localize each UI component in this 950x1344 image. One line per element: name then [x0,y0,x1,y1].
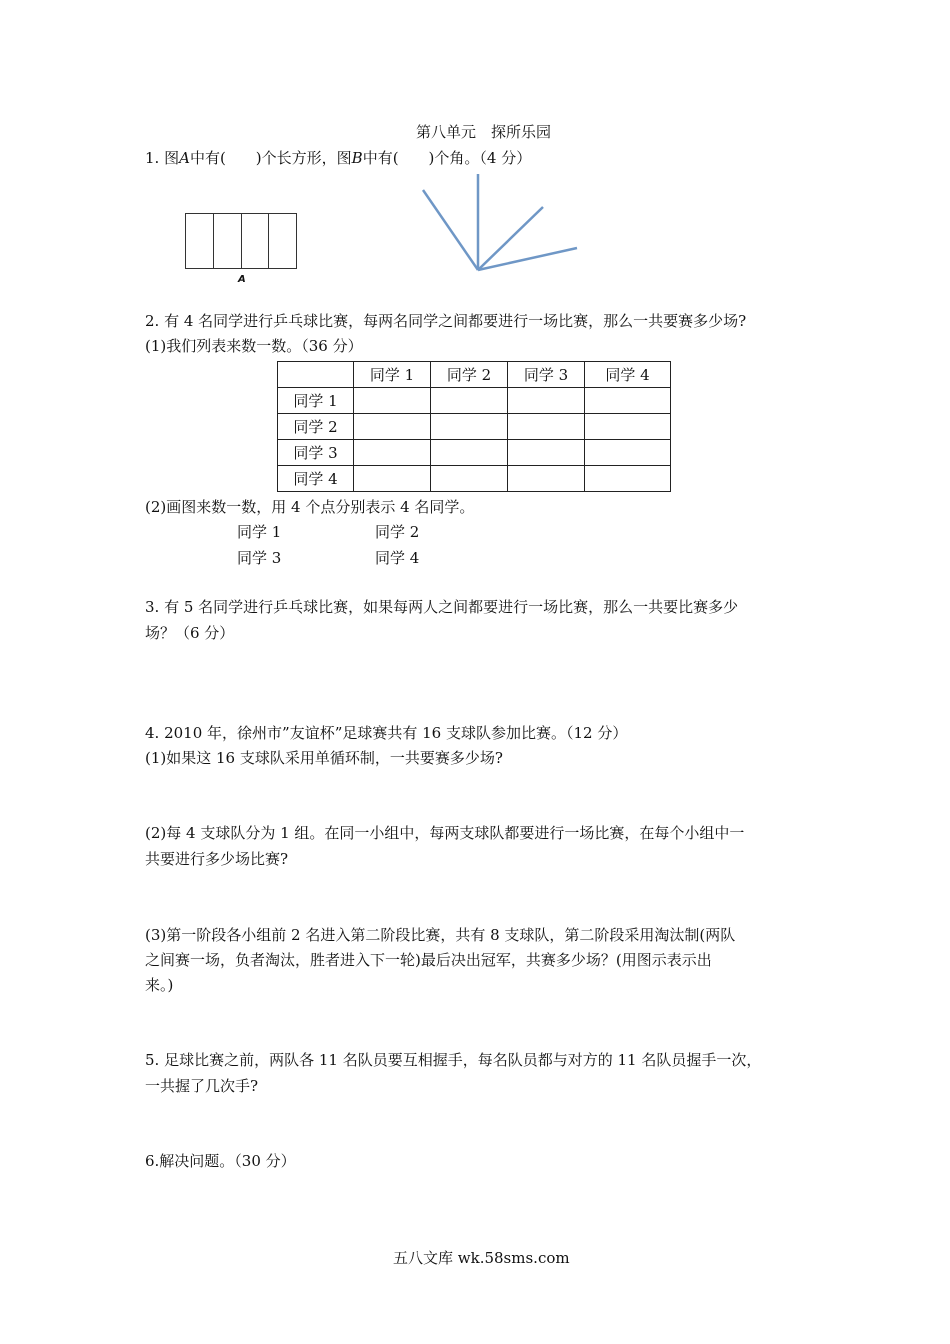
question-5-line-1: 5. 足球比赛之前，两队各 11 名队员要互相握手，每名队员都与对方的 11 名队员握手一次， [145,1051,762,1069]
match-table [277,361,671,492]
question-6: 6.解决问题。（30 分） [145,1152,296,1170]
table-cell [508,388,585,414]
q1-text-part1: 1. 图 [145,149,180,167]
table-header-row [278,362,671,388]
figure-b-ray [478,207,543,270]
table-cell [431,388,508,414]
table-cell [585,388,671,414]
q1-figure-b-ref: B [351,149,363,167]
student-dot-label: 同学 1 [237,523,282,541]
table-header-cell: 同学 2 [431,362,508,388]
table-corner-cell [278,362,354,388]
figure-a-label: A [238,274,246,285]
q1-text-part2: 中有( )个长方形，图 [189,149,352,167]
footer-watermark: 五八文库 wk.58sms.com [393,1249,570,1267]
question-2-part-2: (2)画图来数一数，用 4 个点分别表示 4 名同学。 [145,498,475,516]
table-cell [431,414,508,440]
figure-a-cell [186,214,214,268]
q1-text-part3: 中有( )个角。（4 分） [362,149,532,167]
figure-b-angles [415,170,585,275]
table-cell [585,466,671,492]
table-row-label: 同学 1 [278,388,354,414]
table-cell [508,440,585,466]
question-4-part-3-line-1: (3)第一阶段各小组前 2 名进入第二阶段比赛，共有 8 支球队，第二阶段采用淘汰制(两队 [145,926,736,944]
table-cell [431,440,508,466]
question-5-line-2: 一共握了几次手? [145,1077,259,1095]
figure-b-ray [423,190,478,270]
question-4-part-1: (1)如果这 16 支球队采用单循环制，一共要赛多少场? [145,749,503,767]
question-3-line-2: 场？（6 分） [145,624,235,642]
table-cell [354,414,431,440]
table-row-label: 同学 2 [278,414,354,440]
question-2-part-1: (1)我们列表来数一数。（36 分） [145,337,363,355]
table-row-label: 同学 4 [278,466,354,492]
student-dot-label: 同学 3 [237,549,282,567]
question-4-stem: 4. 2010 年，徐州市”友谊杯”足球赛共有 16 支球队参加比赛。（12 分） [145,724,628,742]
table-cell [508,466,585,492]
question-4-part-3-line-2: 之间赛一场，负者淘汰，胜者进入下一轮)最后决出冠军，共赛多少场？(用图示表示出 [145,951,712,969]
table-row [278,414,671,440]
page-title: 第八单元 探所乐园 [416,123,552,141]
table-row [278,466,671,492]
table-header-cell: 同学 1 [354,362,431,388]
table-header-cell: 同学 3 [508,362,585,388]
question-3-line-1: 3. 有 5 名同学进行乒乓球比赛，如果每两人之间都要进行一场比赛，那么一共要比赛多少 [145,598,739,616]
question-4-part-3-line-3: 来。) [145,976,174,994]
figure-b-ray [478,248,577,270]
student-dot-label: 同学 4 [375,549,420,567]
question-1 [145,148,531,168]
table-cell [354,466,431,492]
student-dot-label: 同学 2 [375,523,420,541]
table-cell [508,414,585,440]
table-row-label: 同学 3 [278,440,354,466]
table-cell [431,466,508,492]
figure-a-cell [269,214,296,268]
table-cell [354,388,431,414]
figure-a-rectangles [185,213,297,269]
table-cell [585,440,671,466]
figure-a-cell [242,214,270,268]
question-4-part-2-line-2: 共要进行多少场比赛? [145,850,289,868]
question-2-stem: 2. 有 4 名同学进行乒乓球比赛，每两名同学之间都要进行一场比赛，那么一共要赛多少场? [145,312,747,330]
figure-a-cell [214,214,242,268]
table-cell [354,440,431,466]
table-row [278,440,671,466]
table-header-cell: 同学 4 [585,362,671,388]
q1-figure-a-ref: A [179,149,190,167]
question-4-part-2-line-1: (2)每 4 支球队分为 1 组。在同一小组中，每两支球队都要进行一场比赛，在每个小组中一 [145,824,745,842]
table-row [278,388,671,414]
table-cell [585,414,671,440]
